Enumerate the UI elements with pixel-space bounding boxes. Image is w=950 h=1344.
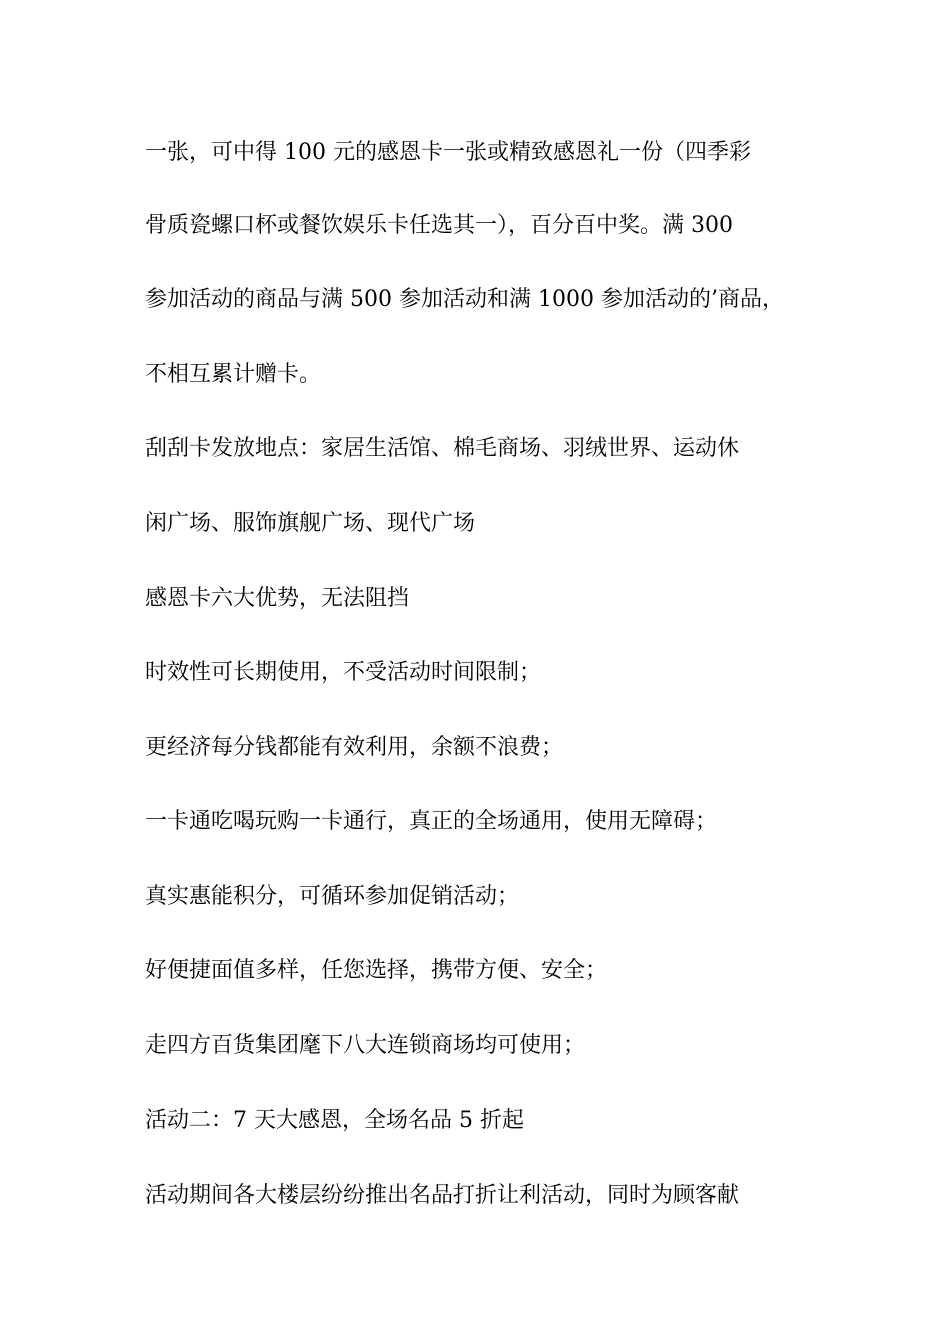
text-line-12: 好便捷面值多样，任您选择，携带方便、安全；	[145, 958, 608, 983]
text-line-14: 活动二：7 天大感恩，全场名品 5 折起	[145, 1108, 524, 1133]
text-line-10: 一卡通吃喝玩购一卡通行，真正的全场通用，使用无障碍；	[145, 809, 718, 834]
text-line-5: 刮刮卡发放地点：家居生活馆、棉毛商场、羽绒世界、运动休	[145, 436, 740, 461]
text-line-7: 感恩卡六大优势，无法阻挡	[145, 586, 410, 611]
text-line-15: 活动期间各大楼层纷纷推出名品打折让利活动，同时为顾客献	[145, 1183, 740, 1208]
text-line-6: 闲广场、服饰旗舰广场、现代广场	[145, 511, 476, 536]
text-line-4: 不相互累计赠卡。	[145, 362, 322, 387]
text-line-9: 更经济每分钱都能有效利用，余额不浪费；	[145, 735, 564, 760]
text-line-3: 参加活动的商品与满 500 参加活动和满 1000 参加活动的’商品，	[145, 287, 784, 312]
text-line-2: 骨质瓷螺口杯或餐饮娱乐卡任选其一），百分百中奖。满 300	[145, 213, 733, 238]
text-line-11: 真实惠能积分，可循环参加促销活动；	[145, 884, 520, 909]
text-line-8: 时效性可长期使用，不受活动时间限制；	[145, 660, 542, 685]
text-line-1: 一张，可中得 100 元的感恩卡一张或精致感恩礼一份（四季彩	[145, 140, 751, 165]
text-line-13: 走四方百货集团麾下八大连锁商场均可使用；	[145, 1033, 586, 1058]
